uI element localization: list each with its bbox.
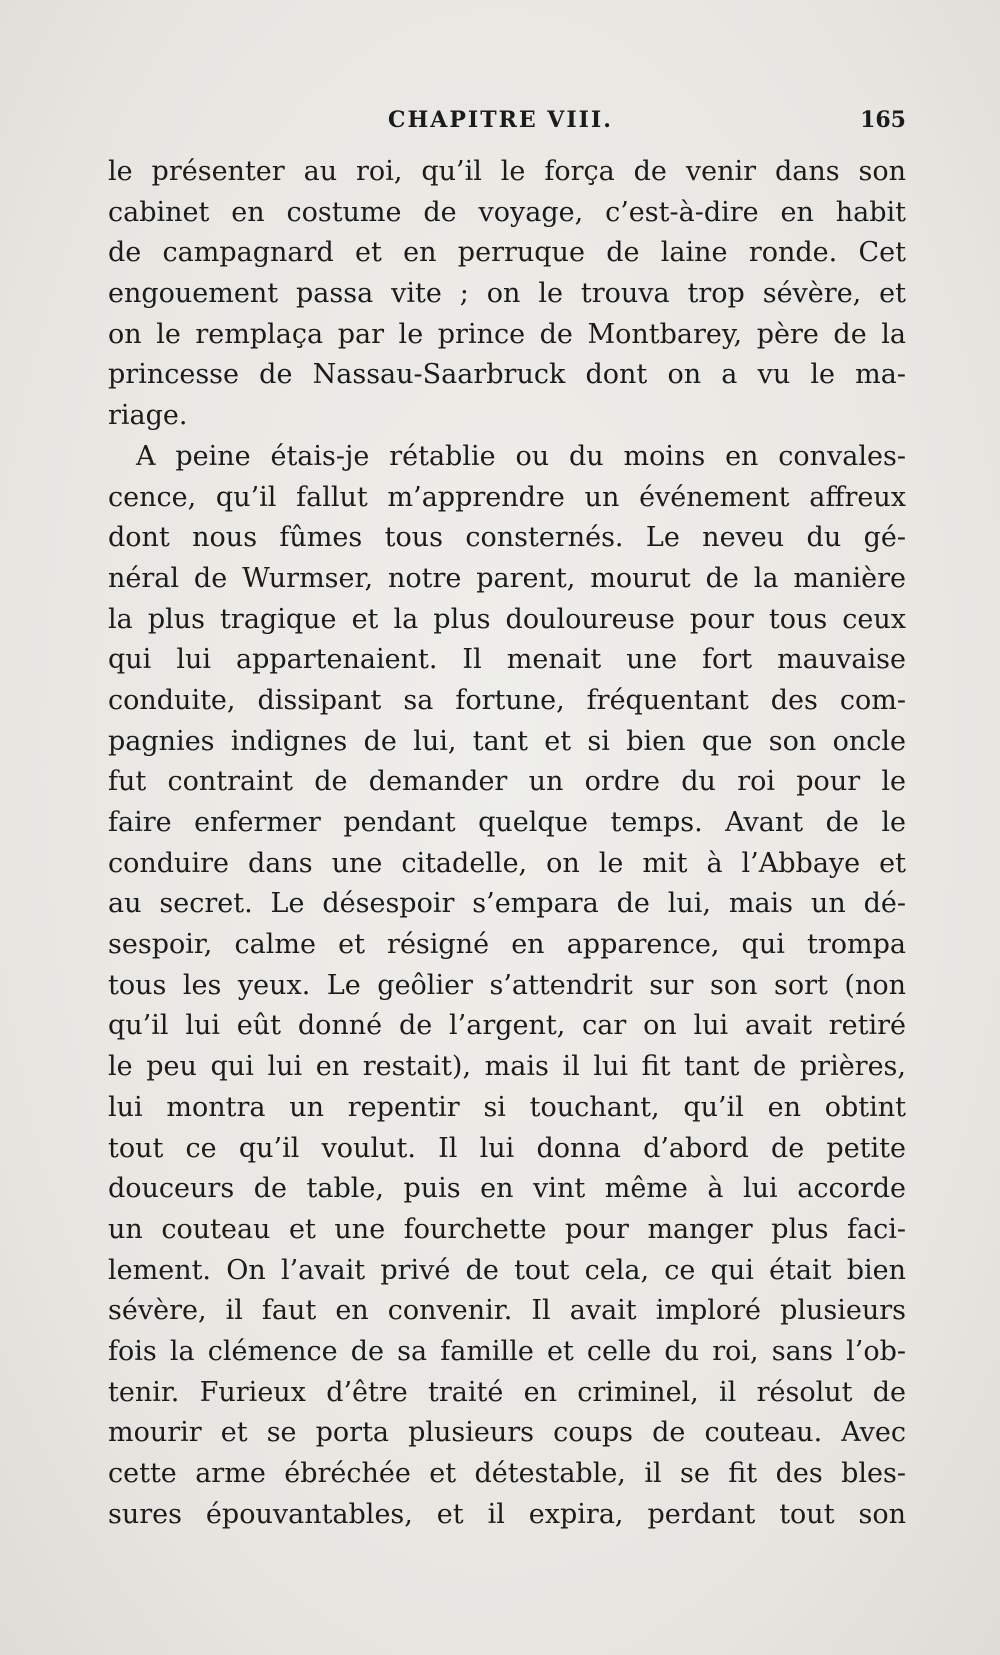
- text-line: douceurs de table, puis en vint même à lui accorde: [108, 1173, 906, 1205]
- text-line: fois la clémence de sa famille et celle du roi, sans l’ob-: [108, 1335, 906, 1367]
- text-line: sévère, il faut en convenir. Il avait imploré plusieurs: [108, 1295, 906, 1327]
- chapter-heading: CHAPITRE VIII.: [388, 107, 613, 133]
- running-head: [108, 107, 906, 135]
- text-line: tout ce qu’il voulut. Il lui donna d’abord de petite: [108, 1132, 906, 1164]
- text-line: néral de Wurmser, notre parent, mourut de la manière: [108, 562, 906, 594]
- text-line: un couteau et une fourchette pour manger plus faci-: [108, 1213, 906, 1245]
- text-line: qui lui appartenaient. Il menait une fort mauvaise: [108, 644, 906, 676]
- text-line: tenir. Furieux d’être traité en criminel, il résolut de: [108, 1376, 906, 1408]
- page-number: 165: [860, 107, 906, 133]
- text-line: engouement passa vite ; on le trouva trop sévère, et: [108, 278, 906, 310]
- text-line: mourir et se porta plusieurs coups de couteau. Avec: [108, 1417, 906, 1449]
- text-line: conduite, dissipant sa fortune, fréquentant des com-: [108, 684, 906, 716]
- text-line: princesse de Nassau-Saarbruck dont on a vu le ma-: [108, 359, 906, 391]
- text-line: de campagnard et en perruque de laine ronde. Cet: [108, 237, 906, 269]
- text-line: cette arme ébréchée et détestable, il se fit des bles-: [108, 1458, 906, 1489]
- text-line: lement. On l’avait privé de tout cela, ce qui était bien: [108, 1254, 906, 1286]
- text-line: la plus tragique et la plus douloureuse pour tous ceux: [108, 603, 906, 635]
- text-line: on le remplaça par le prince de Montbarey, père de la: [108, 318, 906, 350]
- text-line: cence, qu’il fallut m’apprendre un événement affreux: [108, 481, 906, 513]
- text-line: faire enfermer pendant quelque temps. Avant de le: [108, 807, 906, 838]
- text-line: lui montra un repentir si touchant, qu’il en obtint: [108, 1091, 906, 1123]
- text-line: cabinet en costume de voyage, c’est-à-dire en habit: [108, 196, 906, 228]
- text-line: conduire dans une citadelle, on le mit à l’Abbaye et: [108, 847, 906, 879]
- text-line: le présenter au roi, qu’il le força de venir dans son: [108, 156, 906, 187]
- text-line: le peu qui lui en restait), mais il lui fit tant de prières,: [108, 1051, 906, 1083]
- text-line: pagnies indignes de lui, tant et si bien que son oncle: [108, 725, 906, 757]
- text-line: A peine étais-je rétablie ou du moins en convales-: [136, 440, 906, 472]
- body-text: [108, 152, 906, 1535]
- text-line: fut contraint de demander un ordre du roi pour le: [108, 766, 906, 798]
- text-line: au secret. Le désespoir s’empara de lui, mais un dé-: [108, 888, 906, 920]
- text-line: sures épouvantables, et il expira, perdant tout son: [108, 1498, 906, 1530]
- text-line: dont nous fûmes tous consternés. Le neveu du gé-: [108, 522, 906, 554]
- text-line: sespoir, calme et résigné en apparence, qui trompa: [108, 929, 906, 961]
- text-line: qu’il lui eût donné de l’argent, car on lui avait retiré: [108, 1010, 906, 1042]
- text-line: tous les yeux. Le geôlier s’attendrit sur son sort (non: [108, 969, 906, 1001]
- text-line: riage.: [108, 400, 188, 432]
